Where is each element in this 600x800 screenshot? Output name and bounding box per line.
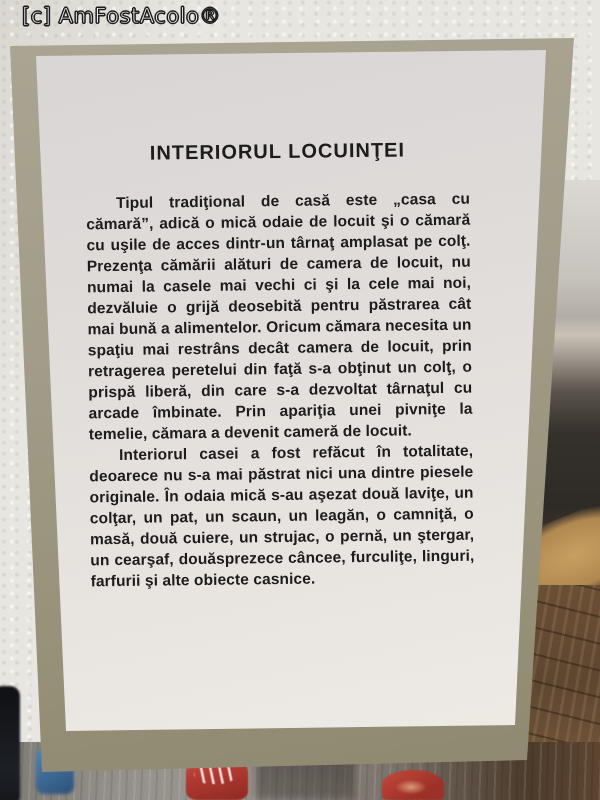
dark-shoe-left-edge (0, 686, 20, 800)
sign-content (85, 138, 474, 593)
sign-paragraph-1: Tipul tradiţional de casă este „casa cu cămară”, adică o mică odaie de locuit şi o cămară cu uşile de acces dintr-un târnaţ amplasat pe colţ. Prezenţa cămării alături de camera de locuit, nu numai la casele mai vechi ci şi la cele mai noi, dezvăluie o grijă deosebită pentru păstrarea cât mai bună a alimentelor. Oricum cămara necesita un spaţiu mai restrâns decât camera de locuit, prin retragerea peretelui din faţă s-a obţinut un colţ, o prispă liberă, din care s-a dezvoltat târnaţul cu arcade îmbinate. Prin apariţia unei pivniţe la temelie, cămara a devenit cameră de locuit. (86, 190, 473, 444)
sign-paragraph-2: Interiorul casei a fost refăcut în totalitate, deoarece nu s-a mai păstrat nici una dintre piesele originale. În odaia mică s-au aşezat două laviţe, un colţar, un pat, un scaun, un leagăn, o camniţă, o masă, două cuiere, un strujac, o pernă, un ştergar, un cearşaf, douăsprezece câncee, furculiţe, linguri, farfurii şi alte obiecte casnice. (89, 442, 475, 591)
watermark-text: [c] AmFostAcolo® (22, 4, 221, 28)
red-sandal (382, 770, 444, 800)
sign-title: INTERIORUL LOCUINŢEI (149, 139, 406, 165)
sandal-foot (396, 780, 426, 794)
